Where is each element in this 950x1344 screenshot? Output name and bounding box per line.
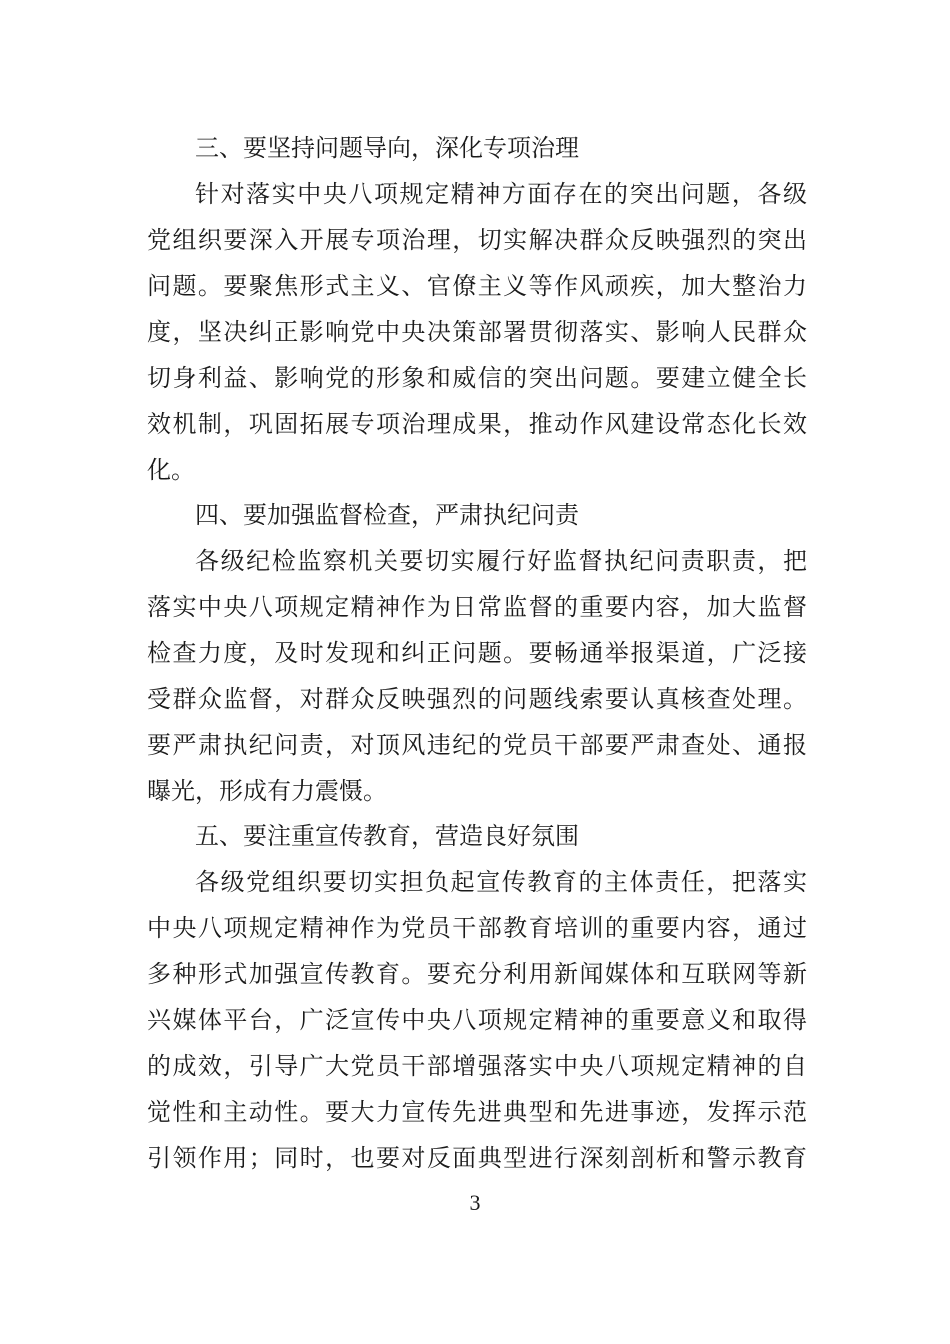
paragraph-line: 落实中央八项规定精神作为日常监督的重要内容，加大监督 <box>147 593 807 621</box>
section-4 <box>147 493 807 814</box>
paragraph-line: 各级党组织要切实担负起宣传教育的主体责任，把落实 <box>195 868 807 896</box>
paragraph-line: 引领作用；同时，也要对反面典型进行深刻剖析和警示教育 <box>147 1144 807 1172</box>
section-5 <box>147 814 807 1181</box>
paragraph-line: 中央八项规定精神作为党员干部教育培训的重要内容，通过 <box>147 914 807 942</box>
paragraph-line: 兴媒体平台，广泛宣传中央八项规定精神的重要意义和取得 <box>147 1006 807 1034</box>
paragraph-line: 针对落实中央八项规定精神方面存在的突出问题，各级 <box>195 180 807 208</box>
section-paragraph <box>147 538 807 814</box>
document-body <box>147 126 807 1181</box>
paragraph-line: 检查力度，及时发现和纠正问题。要畅通举报渠道，广泛接 <box>147 639 807 667</box>
paragraph-line: 觉性和主动性。要大力宣传先进典型和先进事迹，发挥示范 <box>147 1098 807 1126</box>
section-3 <box>147 126 807 493</box>
paragraph-line: 多种形式加强宣传教育。要充分利用新闻媒体和互联网等新 <box>147 960 807 988</box>
paragraph-line: 各级纪检监察机关要切实履行好监督执纪问责职责，把 <box>195 547 807 575</box>
paragraph-line: 的成效，引导广大党员干部增强落实中央八项规定精神的自 <box>147 1052 807 1080</box>
paragraph-line: 效机制，巩固拓展专项治理成果，推动作风建设常态化长效 <box>147 410 807 438</box>
paragraph-line: 党组织要深入开展专项治理，切实解决群众反映强烈的突出 <box>147 226 807 254</box>
page-number: 3 <box>469 1190 481 1215</box>
section-paragraph <box>147 859 807 1181</box>
paragraph-line: 曝光，形成有力震慑。 <box>147 777 387 805</box>
paragraph-line: 问题。要聚焦形式主义、官僚主义等作风顽疾，加大整治力 <box>147 272 807 300</box>
paragraph-line: 要严肃执纪问责，对顶风违纪的党员干部要严肃查处、通报 <box>147 731 807 759</box>
section-heading: 三、要坚持问题导向，深化专项治理 <box>195 134 579 162</box>
paragraph-line: 度，坚决纠正影响党中央决策部署贯彻落实、影响人民群众 <box>147 318 807 346</box>
paragraph-line: 受群众监督，对群众反映强烈的问题线索要认真核查处理。 <box>147 685 807 713</box>
paragraph-line: 切身利益、影响党的形象和威信的突出问题。要建立健全长 <box>147 364 807 392</box>
section-heading: 五、要注重宣传教育，营造良好氛围 <box>195 822 579 850</box>
paragraph-line: 化。 <box>147 456 195 484</box>
section-heading: 四、要加强监督检查，严肃执纪问责 <box>195 501 579 529</box>
section-paragraph <box>147 171 807 493</box>
